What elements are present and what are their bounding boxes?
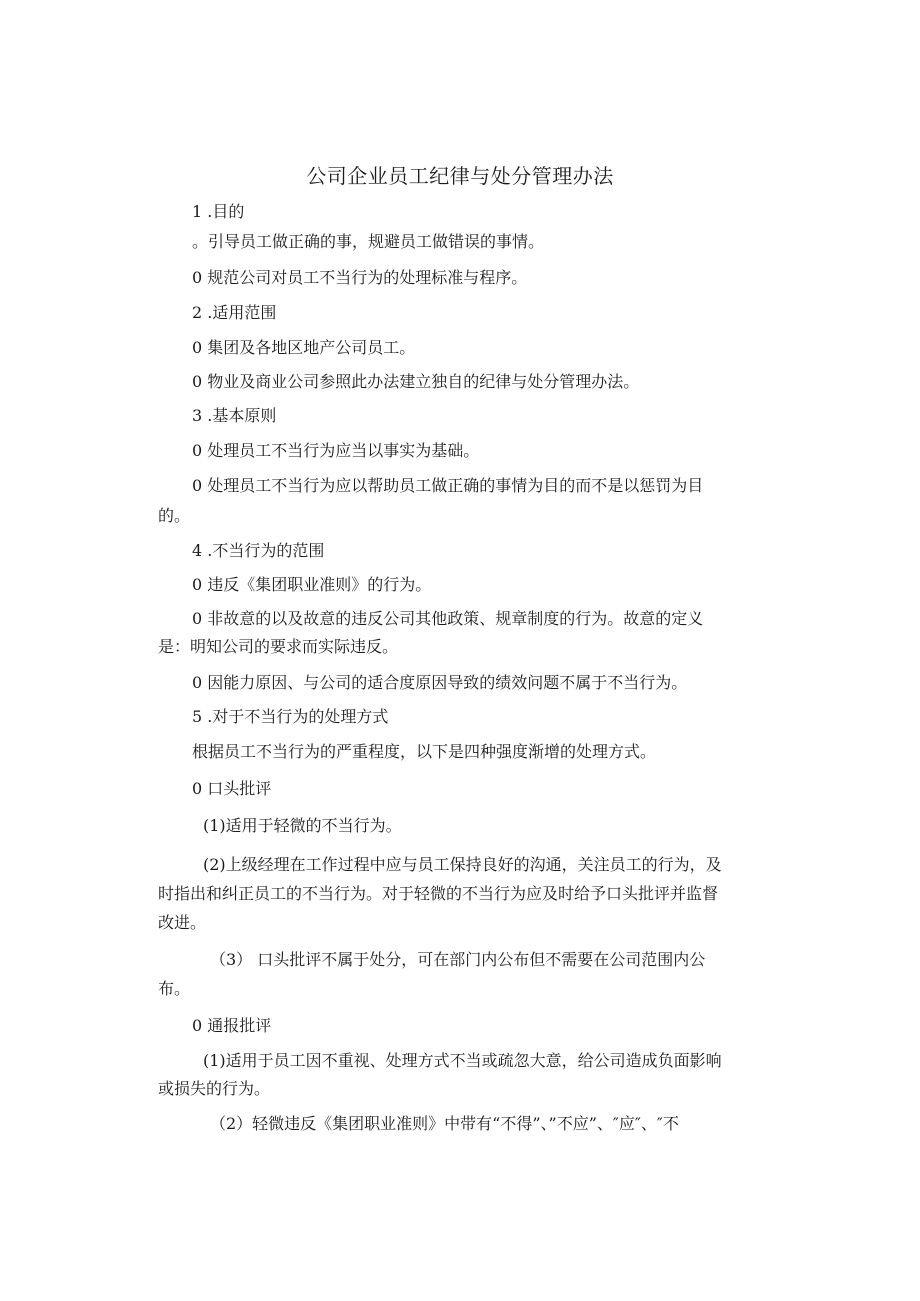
sub-heading: 0 通报批评 (192, 1016, 272, 1035)
paragraph-line-continuation: 时指出和纠正员工的不当行为。对于轻微的不当行为应及时给予口头批评并监督 (158, 884, 719, 903)
section-heading-4: 4 .不当行为的范围 (192, 541, 325, 560)
paragraph-line-continuation: 改进。 (158, 913, 207, 932)
paragraph-line: 0 违反《集团职业准则》的行为。 (192, 575, 432, 594)
section-heading-1: 1 .目的 (192, 202, 245, 221)
paragraph-line-continuation: 的。 (158, 506, 191, 525)
paragraph-line: 根据员工不当行为的严重程度，以下是四种强度渐增的处理方式。 (192, 742, 657, 761)
paragraph-line: 0 处理员工不当行为应以帮助员工做正确的事情为目的而不是以惩罚为目 (192, 476, 704, 495)
list-item: （3） 口头批评不属于处分，可在部门内公布但不需要在公司范围内公 (210, 950, 706, 969)
list-item: (1)适用于员工因不重视、处理方式不当或疏忽大意，给公司造成负面影响 (203, 1051, 722, 1070)
paragraph-line-continuation: 或损失的行为。 (158, 1079, 271, 1098)
paragraph-line: 0 集团及各地区地产公司员工。 (192, 338, 416, 357)
list-item: （2）轻微违反《集团职业准则》中带有“不得”、”不应”、″应″、″不 (210, 1114, 679, 1133)
paragraph-line: 0 规范公司对员工不当行为的处理标准与程序。 (192, 268, 528, 287)
paragraph-line-continuation: 布。 (158, 979, 191, 998)
paragraph-line-continuation: 是：明知公司的要求而实际违反。 (158, 637, 399, 656)
list-item: (2)上级经理在工作过程中应与员工保持良好的沟通，关注员工的行为，及 (203, 855, 722, 874)
paragraph-line: 0 处理员工不当行为应当以事实为基础。 (192, 441, 480, 460)
paragraph-line: 0 因能力原因、与公司的适合度原因导致的绩效问题不属于不当行为。 (192, 673, 688, 692)
section-heading-5: 5 .对于不当行为的处理方式 (192, 707, 389, 726)
section-heading-2: 2 .适用范围 (192, 303, 277, 322)
paragraph-line: 0 非故意的以及故意的违反公司其他政策、规章制度的行为。故意的定义 (192, 609, 704, 628)
document-title: 公司企业员工纪律与处分管理办法 (306, 164, 614, 188)
paragraph-line: 。引导员工做正确的事，规避员工做错误的事情。 (192, 232, 545, 251)
list-item: (1)适用于轻微的不当行为。 (203, 816, 402, 835)
section-heading-3: 3 .基本原则 (192, 406, 277, 425)
sub-heading: 0 口头批评 (192, 779, 272, 798)
paragraph-line: 0 物业及商业公司参照此办法建立独自的纪律与处分管理办法。 (192, 372, 640, 391)
